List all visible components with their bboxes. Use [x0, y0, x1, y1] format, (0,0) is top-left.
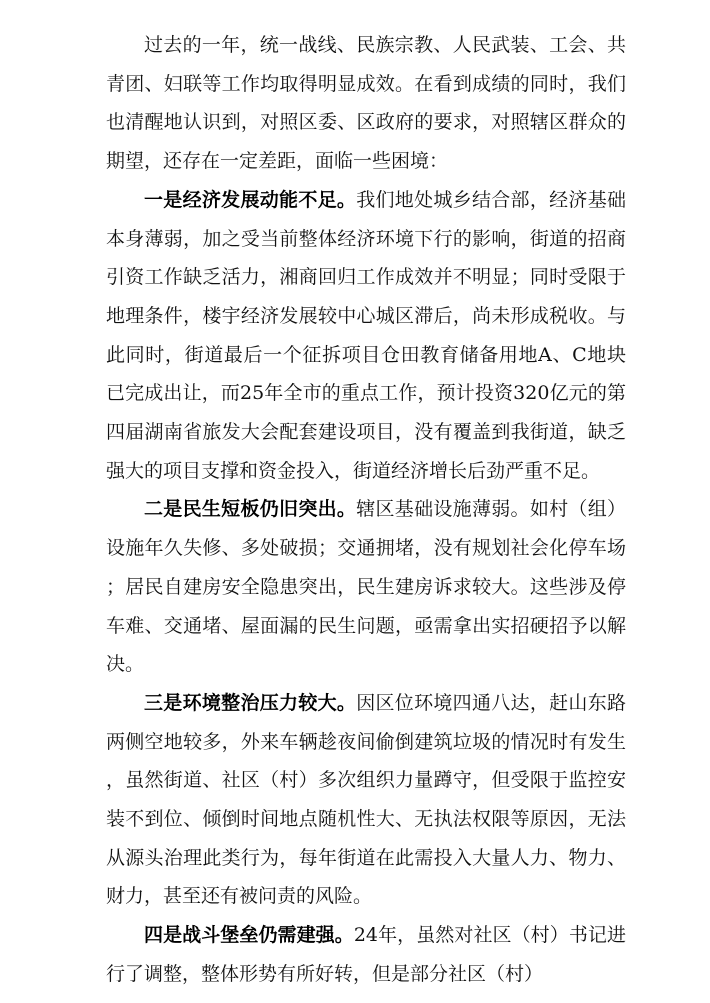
paragraph-text: 我们地处城乡结合部，经济基础本身薄弱，加之受当前整体经济环境下行的影响，街道的招商引资工作缺乏活力，湘商回归工作成效并不明显；同时受限于地理条件，楼宇经济发展较中心城区滞后，尚未形成税收。与此同时，街道最后一个征拆项目仓田教育储备用地A、C地块已完成出让，而25年全市的重点工作，预计投资320亿元的第四届湖南省旅发大会配套建设项目，没有覆盖到我街道，缺乏强大的项目支撑和资金投入，街道经济增长后劲严重不足。	[106, 188, 626, 482]
paragraph-intro	[106, 26, 626, 181]
paragraph-environment	[106, 684, 626, 916]
paragraph-livelihood	[106, 490, 626, 684]
document-body	[106, 26, 626, 994]
paragraph-text: 24年，虽然对社区（村）书记进行了调整，整体形势有所好转，但是部分社区（村）	[106, 924, 626, 985]
paragraph-lead: 一是经济发展动能不足。	[144, 188, 357, 211]
paragraph-lead: 二是民生短板仍旧突出。	[144, 498, 357, 521]
paragraph-text: 过去的一年，统一战线、民族宗教、人民武装、工会、共青团、妇联等工作均取得明显成效。在看到成绩的同时，我们也清醒地认识到，对照区委、区政府的要求，对照辖区群众的期望，还存在一定差距，面临一些困境：	[106, 34, 626, 173]
paragraph-economy	[106, 181, 626, 491]
paragraph-lead: 四是战斗堡垒仍需建强。	[144, 924, 354, 947]
paragraph-text: 辖区基础设施薄弱。如村（组）设施年久失修、多处破损；交通拥堵，没有规划社会化停车场；居民自建房安全隐患突出，民生建房诉求较大。这些涉及停车难、交通堵、屋面漏的民生问题，亟需拿出实招硬招予以解决。	[106, 498, 626, 676]
paragraph-lead: 三是环境整治压力较大。	[144, 691, 357, 714]
paragraph-party-building	[106, 916, 626, 993]
paragraph-text: 因区位环境四通八达，赶山东路两侧空地较多，外来车辆趁夜间偷倒建筑垃圾的情况时有发生，虽然街道、社区（村）多次组织力量蹲守，但受限于监控安装不到位、倾倒时间地点随机性大、无执法权限等原因，无法从源头治理此类行为，每年街道在此需投入大量人力、物力、财力，甚至还有被问责的风险。	[106, 691, 626, 908]
